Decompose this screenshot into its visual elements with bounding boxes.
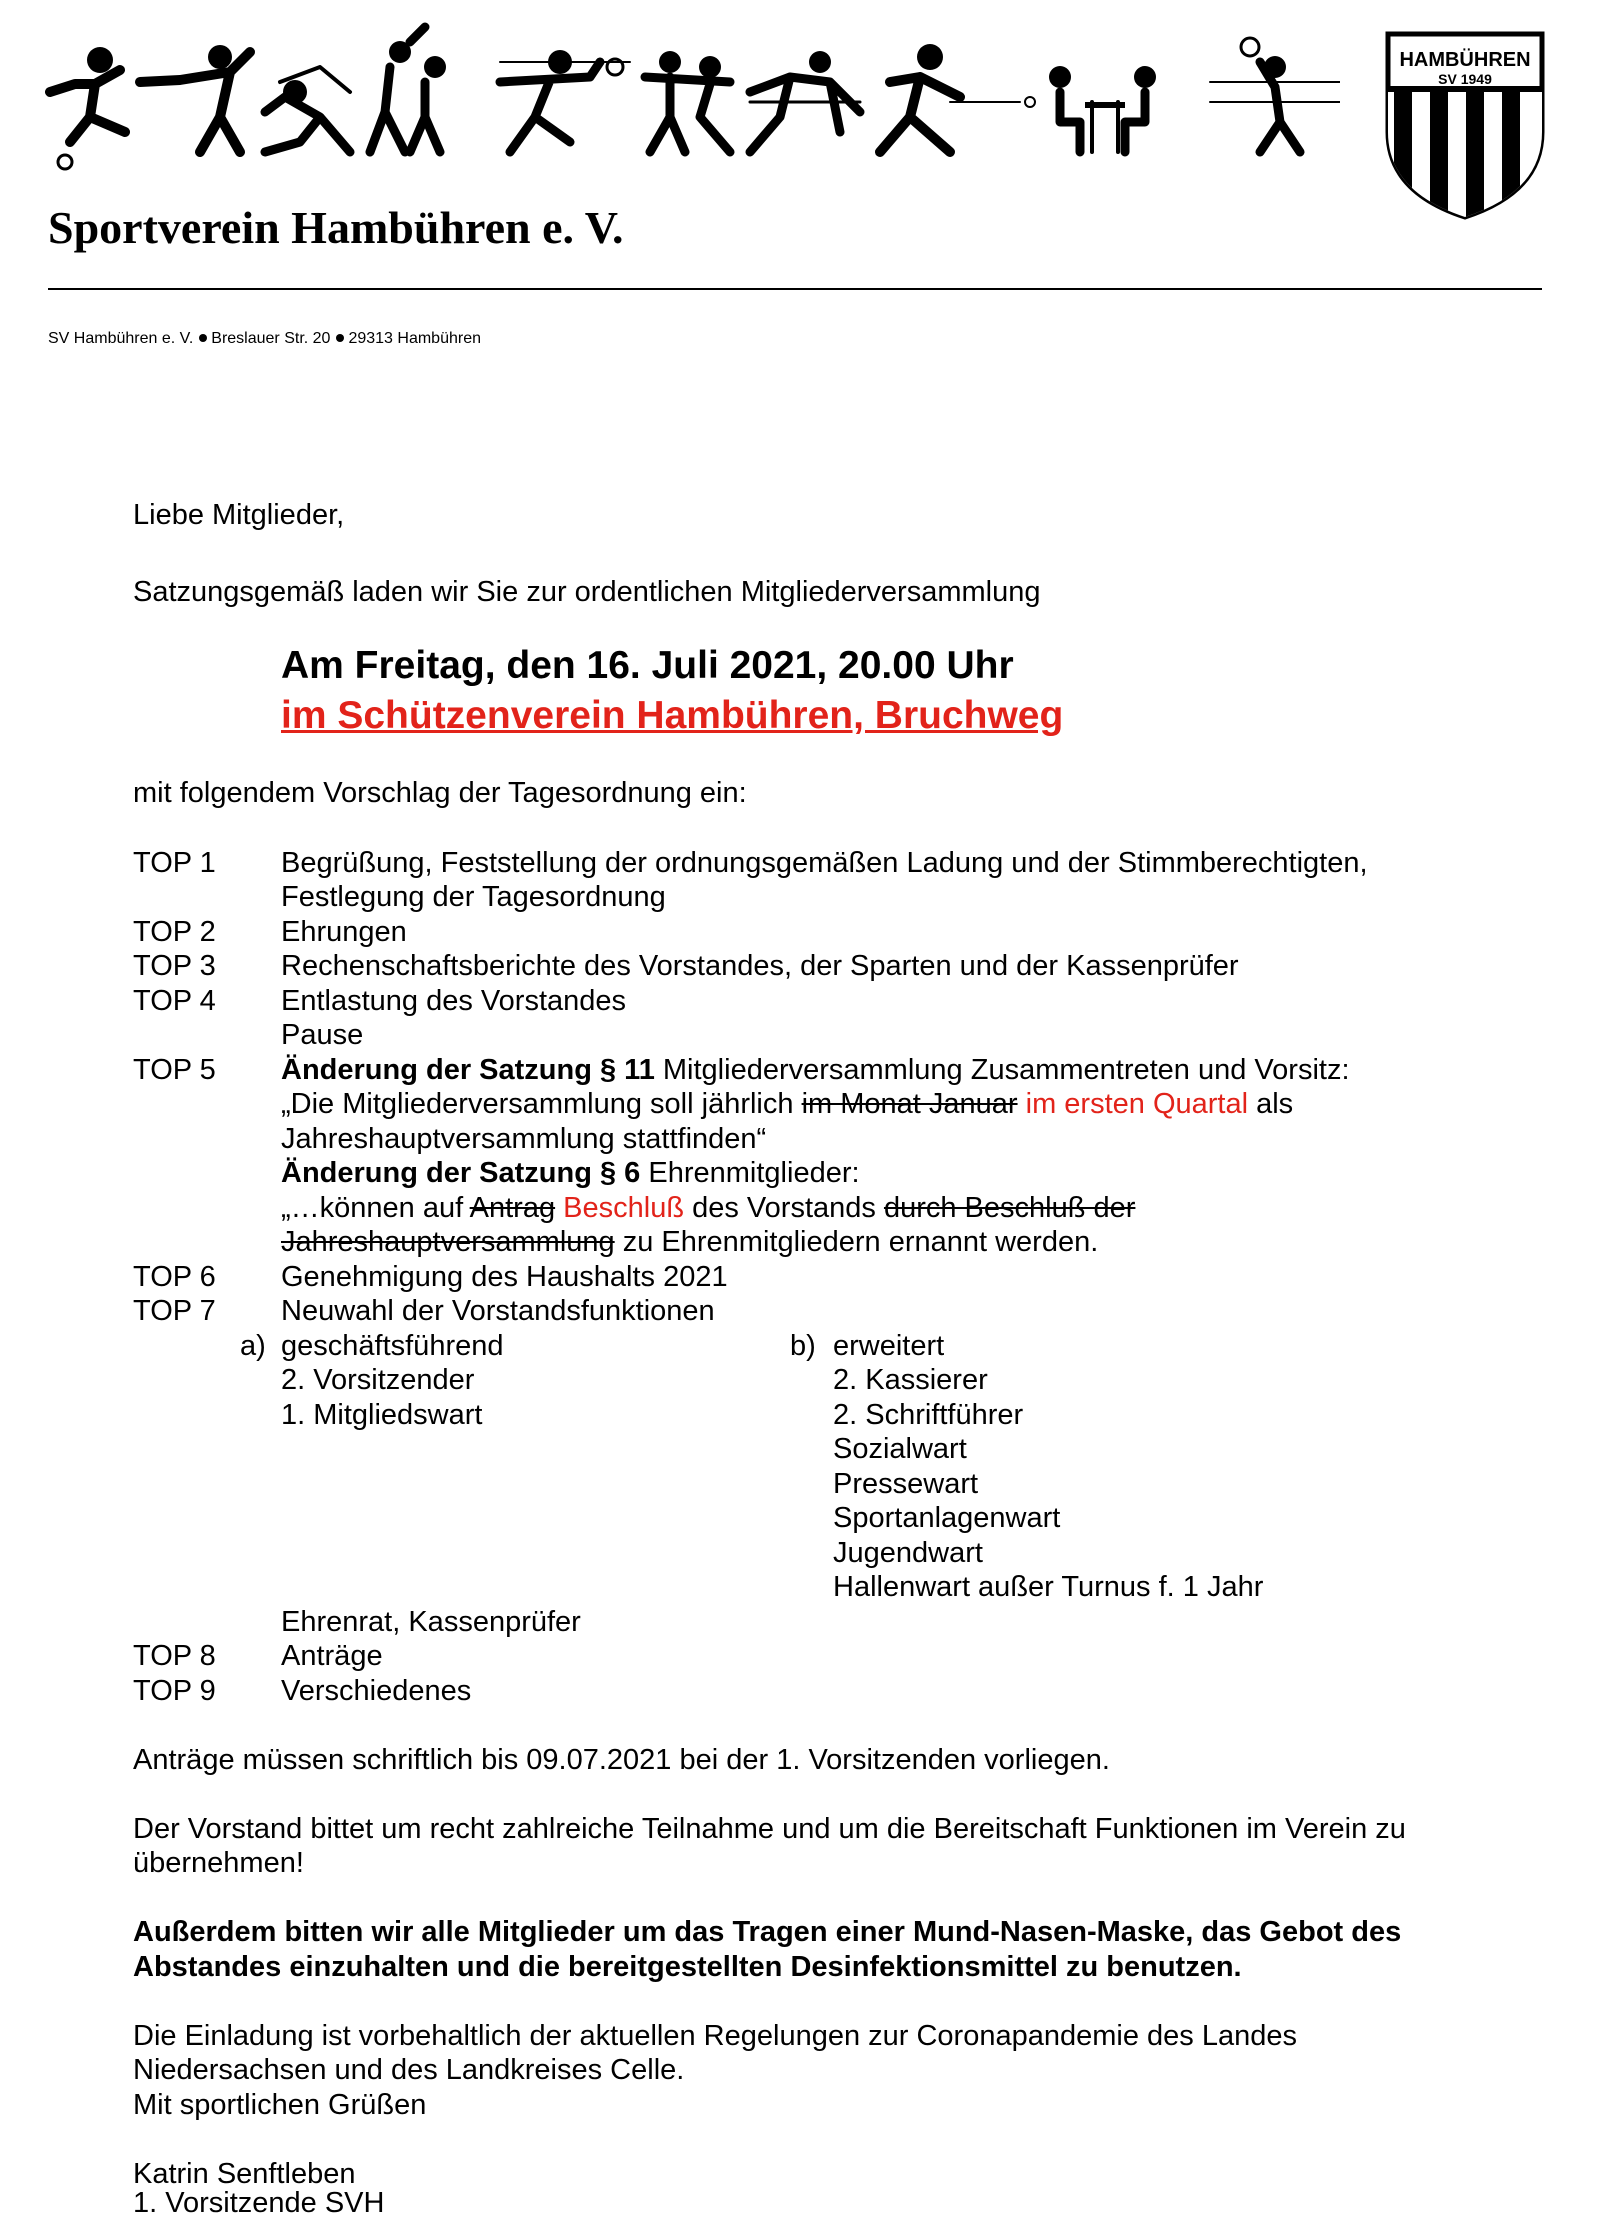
signer-title: 1. Vorsitzende SVH — [133, 2187, 385, 2219]
address-street: Breslauer Str. 20 — [211, 330, 331, 347]
deadline-note: Anträge müssen schriftlich bis 09.07.2021 bei der 1. Vorsitzenden vorliegen. — [133, 1744, 1110, 1776]
amendment-heading: Änderung der Satzung § 6 — [281, 1157, 641, 1189]
judo-icon — [265, 67, 350, 152]
quote-text: des Vorstands — [684, 1192, 884, 1224]
agenda-pause: Pause — [281, 1019, 364, 1051]
quote-text — [555, 1192, 563, 1224]
basketball-icon — [370, 27, 446, 152]
club-name: Sportverein Hambühren e. V. — [48, 202, 624, 253]
agenda-text: Rechenschaftsberichte des Vorstandes, der Sparten und der Kassenprüfer — [281, 950, 1239, 982]
closing: Mit sportlichen Grüßen — [133, 2089, 427, 2121]
amendment-quote — [281, 1191, 1135, 1226]
mask-notice: Abstandes einzuhalten und die bereitgestellten Desinfektionsmittel zu benutzen. — [133, 1951, 1242, 1983]
address-club: SV Hambühren e. V. — [48, 330, 194, 347]
header-divider — [48, 288, 1542, 290]
corona-notice: Die Einladung ist vorbehaltlich der aktuellen Regelungen zur Coronapandemie des Landes — [133, 2020, 1297, 2052]
dance-icon — [645, 51, 730, 152]
group-item: 2. Schriftführer — [833, 1399, 1024, 1431]
amendment-quote — [281, 1225, 1098, 1260]
amendment-quote — [281, 1087, 1293, 1122]
agenda-text — [281, 1053, 1350, 1088]
inserted-text: im ersten Quartal — [1025, 1088, 1249, 1120]
signer-name: Katrin Senftleben — [133, 2158, 356, 2190]
amendment-subject: Mitgliederversammlung Zusammentreten und Vorsitz: — [654, 1054, 1350, 1086]
agenda-label: TOP 4 — [133, 985, 216, 1017]
group-item: Sportanlagenwart — [833, 1502, 1061, 1534]
agenda-text: Anträge — [281, 1640, 383, 1672]
group-item: 2. Kassierer — [833, 1364, 988, 1396]
bullet-icon — [199, 334, 207, 342]
deleted-text: durch Beschluß der — [883, 1192, 1136, 1224]
appeal: Der Vorstand bittet um recht zahlreiche Teilnahme und um die Bereitschaft Funktionen im Verein zu — [133, 1813, 1406, 1845]
sender-address — [48, 330, 481, 348]
chess-icon — [1049, 66, 1156, 152]
inserted-text: Beschluß — [563, 1192, 685, 1224]
group-item: 2. Vorsitzender — [281, 1364, 475, 1396]
group-item: 1. Mitgliedswart — [281, 1399, 483, 1431]
agenda-text: Festlegung der Tagesordnung — [281, 881, 666, 913]
agenda-text: Neuwahl der Vorstandsfunktionen — [281, 1295, 715, 1327]
quote-text: „Die Mitgliederversammlung soll jährlich — [281, 1088, 802, 1120]
quote-text: zu Ehrenmitgliedern ernannt werden. — [614, 1226, 1099, 1258]
agenda-label: TOP 2 — [133, 916, 216, 948]
group-title: geschäftsführend — [281, 1330, 504, 1362]
salutation: Liebe Mitglieder, — [133, 499, 345, 531]
address-city: 29313 Hambühren — [348, 330, 481, 347]
tennis-player-icon — [500, 50, 630, 152]
deleted-text: Antrag — [469, 1192, 556, 1224]
meeting-date: Am Freitag, den 16. Juli 2021, 20.00 Uhr — [281, 644, 1014, 687]
group-title: erweitert — [833, 1330, 945, 1362]
deleted-text: Jahreshauptversammlung — [281, 1226, 615, 1258]
agenda-text — [281, 1156, 860, 1191]
agenda-intro: mit folgendem Vorschlag der Tagesordnung ein: — [133, 777, 747, 809]
bullet-icon — [336, 334, 344, 342]
amendment-heading: Änderung der Satzung § 11 — [281, 1054, 655, 1086]
group-item: Pressewart — [833, 1468, 979, 1500]
agenda-label: TOP 7 — [133, 1295, 216, 1327]
quote-text — [1018, 1088, 1026, 1120]
agenda-label: TOP 3 — [133, 950, 216, 982]
corona-notice: Niedersachsen und des Landkreises Celle. — [133, 2054, 685, 2086]
football-player-icon — [50, 47, 125, 169]
quote-text: „…können auf — [281, 1192, 470, 1224]
svg-text:HAMBÜHREN: HAMBÜHREN — [1399, 49, 1531, 71]
group-marker: a) — [240, 1330, 266, 1362]
amendment-subject: Ehrenmitglieder: — [640, 1157, 860, 1189]
group-marker: b) — [790, 1330, 816, 1362]
deleted-text: im Monat Januar — [801, 1088, 1018, 1120]
agenda-text: Ehrenrat, Kassenprüfer — [281, 1606, 581, 1638]
table-tennis-icon — [880, 44, 1035, 152]
mask-notice: Außerdem bitten wir alle Mitglieder um das Tragen einer Mund-Nasen-Maske, das Gebot des — [133, 1916, 1402, 1948]
agenda-text: Entlastung des Vorstandes — [281, 985, 627, 1017]
group-item: Jugendwart — [833, 1537, 983, 1569]
club-crest-icon — [1380, 22, 1550, 222]
agenda-label: TOP 1 — [133, 847, 216, 879]
meeting-venue: im Schützenverein Hambühren, Bruchweg — [281, 694, 1064, 737]
amendment-quote: Jahreshauptversammlung stattfinden“ — [281, 1123, 767, 1155]
appeal: übernehmen! — [133, 1847, 304, 1879]
agenda-label: TOP 8 — [133, 1640, 216, 1672]
agenda-label: TOP 6 — [133, 1261, 216, 1293]
agenda-text: Begrüßung, Feststellung der ordnungsgemäßen Ladung und der Stimmberechtigten, — [281, 847, 1368, 879]
agenda-text: Ehrungen — [281, 916, 407, 948]
agenda-label: TOP 5 — [133, 1054, 216, 1086]
handball-player-icon — [140, 45, 250, 152]
agenda-text: Genehmigung des Haushalts 2021 — [281, 1261, 728, 1293]
sport-pictogram-frieze-icon — [30, 22, 1340, 172]
quote-text: als — [1248, 1088, 1294, 1120]
volleyball-icon — [1210, 38, 1340, 152]
agenda-text: Verschiedenes — [281, 1675, 472, 1707]
intro: Satzungsgemäß laden wir Sie zur ordentlichen Mitgliederversammlung — [133, 576, 1041, 608]
group-item: Hallenwart außer Turnus f. 1 Jahr — [833, 1571, 1264, 1603]
group-item: Sozialwart — [833, 1433, 967, 1465]
svg-text:SV 1949: SV 1949 — [1438, 71, 1492, 87]
gymnastics-icon — [750, 51, 860, 152]
agenda-label: TOP 9 — [133, 1675, 216, 1707]
